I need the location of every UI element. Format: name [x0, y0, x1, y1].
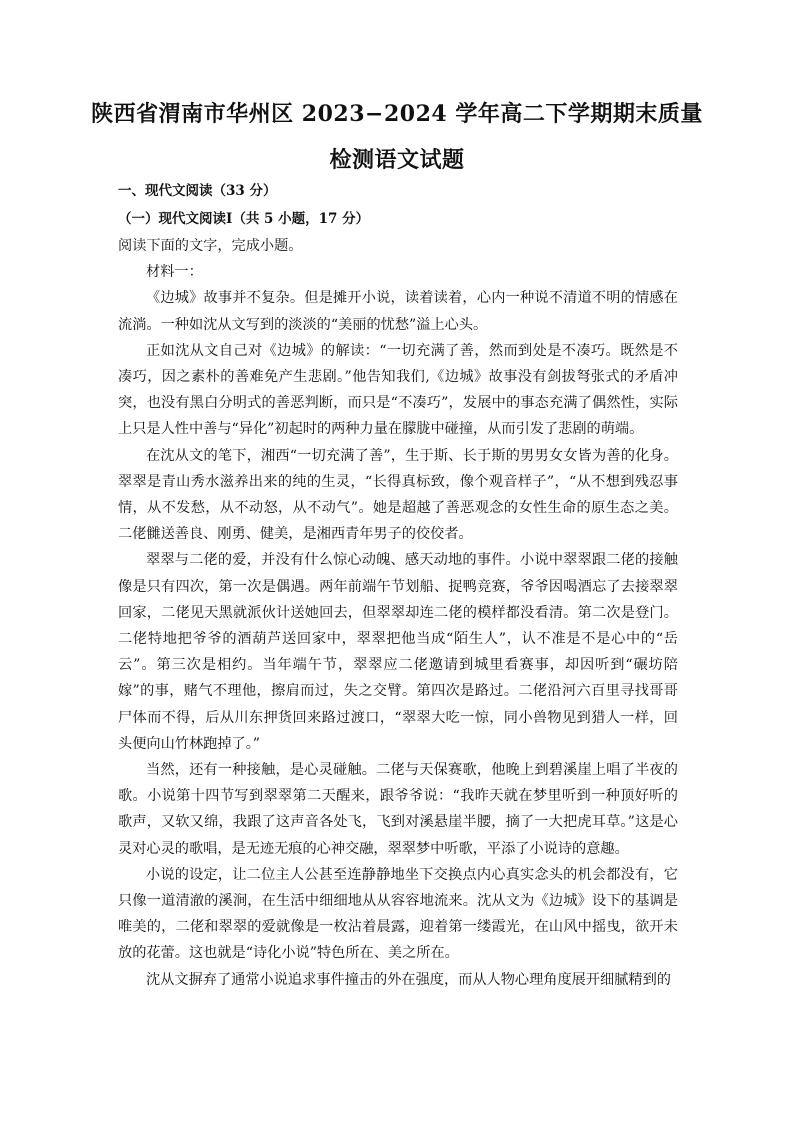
paragraph: 正如沈从文自己对《边城》的解读：“一切充满了善，然而到处是不凑巧。既然是不凑巧，因之素朴的善难免产生悲剧。”他告知我们,《边城》故事没有剑拔弩张式的矛盾冲突，也没有黑白分明式的善恶判断，而只是“不凑巧”，发展中的事态充满了偶然性，实际上只是人性中善与“异化”初起时的两种力量在朦胧中碰撞，从而引发了悲剧的萌端。	[118, 342, 678, 438]
paragraph: 在沈从文的笔下，湘西“一切充满了善”，生于斯、长于斯的男男女女皆为善的化身。翠翠是青山秀水滋养出来的纯的生灵，“长得真标致，像个观音样子”，“从不想到残忍事情，从不发愁，从不动怒，从不动气”。她是超越了善恶观念的女性生命的原生态之美。二佬雠送善良、刚勇、健美，是湘西青年男子的佼佼者。	[118, 447, 678, 543]
section-heading: 一、现代文阅读（33 分）	[118, 183, 277, 199]
paragraph: 《边城》故事并不复杂。但是摊开小说，读着读着，心内一种说不清道不明的情感在流淌。一种如沈从文写到的淡淡的“美丽的忧愁”溢上心头。	[118, 290, 678, 333]
subsection-heading: （一）现代文阅读Ⅰ（共 5 小题，17 分）	[118, 211, 370, 227]
paragraph: 沈从文摒弃了通常小说追求事件撞击的外在强度，而从人物心理角度展开细腻精到的	[146, 971, 671, 988]
paragraph: 当然，还有一种接触，是心灵碰触。二佬与天保赛歌，他晚上到碧溪崖上唱了半夜的歌。小说第十四节写到翠翠第二天醒来，跟爷爷说：“我昨天就在梦里听到一种顶好听的歌声，又软又绵，我跟了这声音各处飞，飞到对溪悬崖半腰，摘了一大把虎耳草。”这是心灵对心灵的歌唱，是无迹无痕的心神交融，翠翠梦中听歌，平添了小说诗的意趣。	[118, 762, 678, 857]
document-title-line1: 陕西省渭南市华州区 2023−2024 学年高二下学期期末质量	[91, 101, 703, 127]
paragraph: 小说的设定，让二位主人公甚至连静静地坐下交换点内心真实念头的机会都没有，它只像一道清澈的溪涧，在生活中细细地从从容容地流来。沈从文为《边城》设下的基调是唯美的，二佬和翠翠的爱就像是一枚沾着晨露，迎着第一缕霞光，在山风中摇曳，欲开未放的花蕾。这也就是“诗化小说”特色所在、美之所在。	[118, 866, 678, 962]
material-label: 材料一：	[146, 264, 203, 281]
document-title-line2: 检测语文试题	[329, 147, 465, 173]
passage-body	[118, 233, 678, 993]
paragraph: 翠翠与二佬的爱，并没有什么惊心动魄、感天动地的事件。小说中翠翠跟二佬的接触像是只有四次，第一次是偶遇。两年前端午节划船、捉鸭竞赛，爷爷因喝酒忘了去接翠翠回家，二佬见天黑就派伙计送她回去，但翠翠却连二佬的模样都没看清。第二次是登门。二佬特地把爷爷的酒葫芦送回家中，翠翠把他当成“陌生人”，认不准是不是心中的“岳云”。第三次是相约。当年端午节，翠翠应二佬邀请到城里看赛事，却因听到“碾坊陪嫁”的事，赌气不理他，擦肩而过，失之交臂。第四次是路过。二佬沿河六百里寻找哥哥尸体而不得，后从川东押货回来路过渡口，“翠翠大吃一惊，同小兽物见到猎人一样，回头便向山竹林跑掉了。”	[118, 552, 678, 752]
instruction-text: 阅读下面的文字，完成小题。	[118, 238, 303, 254]
